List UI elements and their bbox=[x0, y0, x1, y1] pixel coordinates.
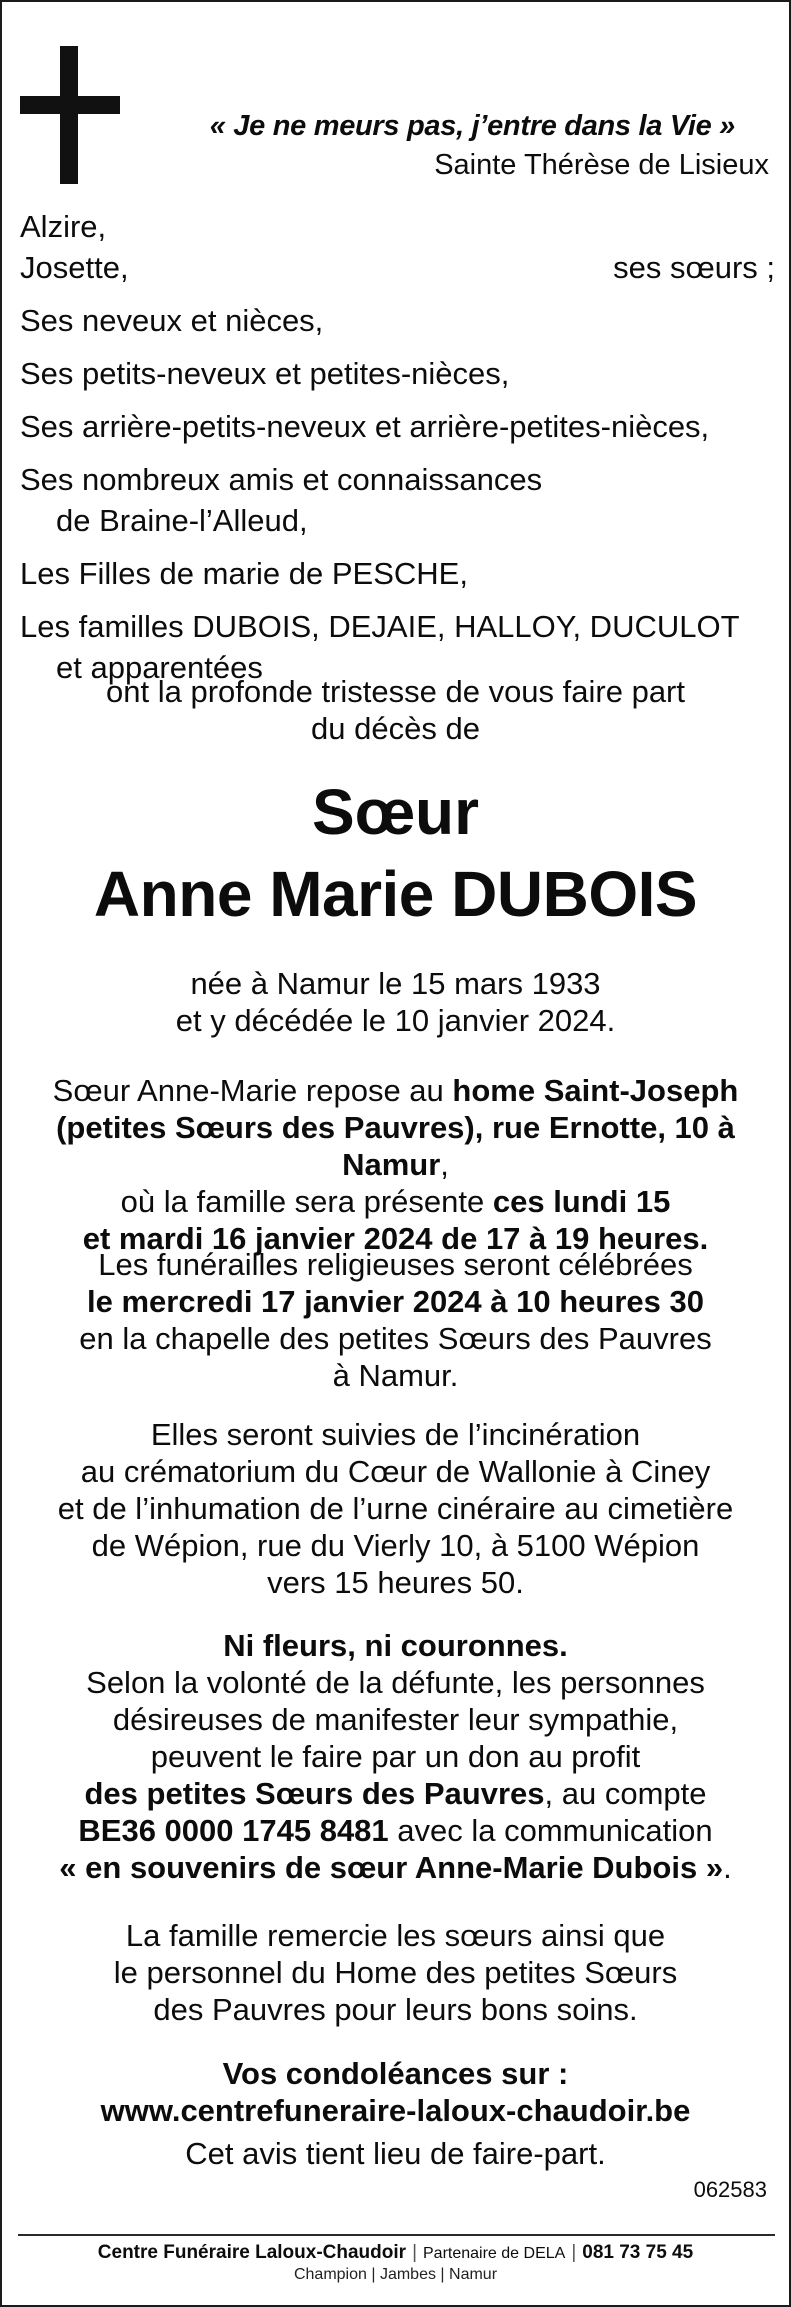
funeral-line: Les funérailles religieuses seront célébrées bbox=[98, 1247, 693, 1282]
donations-line: désireuses de manifester leur sympathie, bbox=[112, 1702, 679, 1737]
family-item bbox=[20, 206, 775, 247]
cremation-line: Elles seront suivies de l’incinération bbox=[150, 1417, 641, 1452]
sisters-label: ses sœurs ; bbox=[613, 250, 775, 285]
family-list bbox=[20, 206, 775, 688]
donations-heading: Ni fleurs, ni couronnes. bbox=[223, 1628, 568, 1663]
footer-divider bbox=[18, 2234, 775, 2236]
partner-label: Partenaire de DELA bbox=[423, 2245, 566, 2262]
footer-locations: Champion | Jambes | Namur bbox=[293, 2266, 498, 2283]
cremation-line: au crématorium du Cœur de Wallonie à Ciney bbox=[80, 1454, 711, 1489]
deceased-title: Sœur bbox=[311, 776, 480, 848]
phone-number: 081 73 75 45 bbox=[582, 2242, 694, 2263]
sister-name: Josette, bbox=[20, 250, 129, 285]
deceased-name: Anne Marie DUBOIS bbox=[93, 858, 698, 930]
separator: | bbox=[571, 2242, 577, 2263]
birth-death-dates bbox=[2, 965, 789, 1039]
quote-text: « Je ne meurs pas, j’entre dans la Vie » bbox=[209, 110, 735, 142]
family-item: Ses petits-neveux et petites-nièces, bbox=[20, 356, 510, 391]
visitation-line: Sœur Anne-Marie repose au home Saint-Joseph bbox=[52, 1073, 739, 1108]
funeral-info bbox=[2, 1246, 789, 1394]
separator: | bbox=[412, 2242, 417, 2263]
donations-line: peuvent le faire par un don au profit bbox=[150, 1739, 641, 1774]
cremation-line: et de l’inhumation de l’urne cinéraire au cimetière bbox=[57, 1491, 734, 1526]
birth-line: née à Namur le 15 mars 1933 bbox=[190, 966, 601, 1001]
announcement-line: ont la profonde tristesse de vous faire part bbox=[106, 674, 685, 709]
family-item: Ses nombreux amis et connaissances bbox=[20, 462, 543, 497]
donations-line: « en souvenirs de sœur Anne-Marie Dubois ». bbox=[59, 1850, 732, 1885]
cremation-line: de Wépion, rue du Vierly 10, à 5100 Wépion bbox=[91, 1528, 700, 1563]
announcement-line: du décès de bbox=[311, 711, 480, 746]
condolences-link[interactable]: www.centrefuneraire-laloux-chaudoir.be bbox=[100, 2093, 691, 2128]
funeral-line: en la chapelle des petites Sœurs des Pauvres bbox=[79, 1321, 712, 1356]
cross-icon bbox=[20, 46, 124, 184]
family-item-continued: et apparentées bbox=[56, 650, 263, 685]
family-item: Les familles DUBOIS, DEJAIE, HALLOY, DUCULOT bbox=[20, 609, 740, 644]
closing-note: Cet avis tient lieu de faire-part. bbox=[185, 2136, 606, 2171]
family-item bbox=[20, 247, 775, 288]
condolences-label: Vos condoléances sur : bbox=[222, 2056, 569, 2091]
donations-info bbox=[2, 1627, 789, 1886]
thanks-line: La famille remercie les sœurs ainsi que bbox=[125, 1918, 666, 1953]
quote-author: Sainte Thérèse de Lisieux bbox=[434, 149, 769, 181]
thanks-line: le personnel du Home des petites Sœurs bbox=[113, 1955, 678, 1990]
funeral-date: le mercredi 17 janvier 2024 à 10 heures 30 bbox=[87, 1284, 704, 1319]
family-item: Ses neveux et nièces, bbox=[20, 303, 324, 338]
thanks-line: des Pauvres pour leurs bons soins. bbox=[153, 1992, 638, 2027]
death-line: et y décédée le 10 janvier 2024. bbox=[175, 1003, 616, 1038]
funeral-line: à Namur. bbox=[332, 1358, 459, 1393]
donations-line: BE36 0000 1745 8481 avec la communication bbox=[78, 1813, 713, 1848]
family-item-continued: de Braine-l’Alleud, bbox=[56, 503, 308, 538]
footer-main bbox=[2, 2242, 789, 2265]
condolences bbox=[2, 2055, 789, 2129]
visitation-line: et mardi 16 janvier 2024 de 17 à 19 heures. bbox=[82, 1221, 709, 1256]
visitation-line: (petites Sœurs des Pauvres), rue Ernotte, 10 à Namur, bbox=[56, 1110, 735, 1182]
visitation-line: où la famille sera présente ces lundi 15 bbox=[120, 1184, 671, 1219]
family-item: Les Filles de marie de PESCHE, bbox=[20, 556, 468, 591]
donations-line: Selon la volonté de la défunte, les personnes bbox=[86, 1665, 705, 1700]
cremation-line: vers 15 heures 50. bbox=[267, 1565, 524, 1600]
thanks-info bbox=[2, 1917, 789, 2028]
donations-line: des petites Sœurs des Pauvres, au compte bbox=[84, 1776, 707, 1811]
family-item: Ses arrière-petits-neveux et arrière-petites-nièces, bbox=[20, 409, 710, 444]
announcement bbox=[2, 673, 789, 747]
sister-name: Alzire, bbox=[20, 209, 107, 244]
visitation-info bbox=[2, 1072, 789, 1257]
cremation-info bbox=[2, 1416, 789, 1601]
company-name: Centre Funéraire Laloux-Chaudoir bbox=[97, 2242, 407, 2263]
reference-number: 062583 bbox=[693, 2177, 767, 2202]
